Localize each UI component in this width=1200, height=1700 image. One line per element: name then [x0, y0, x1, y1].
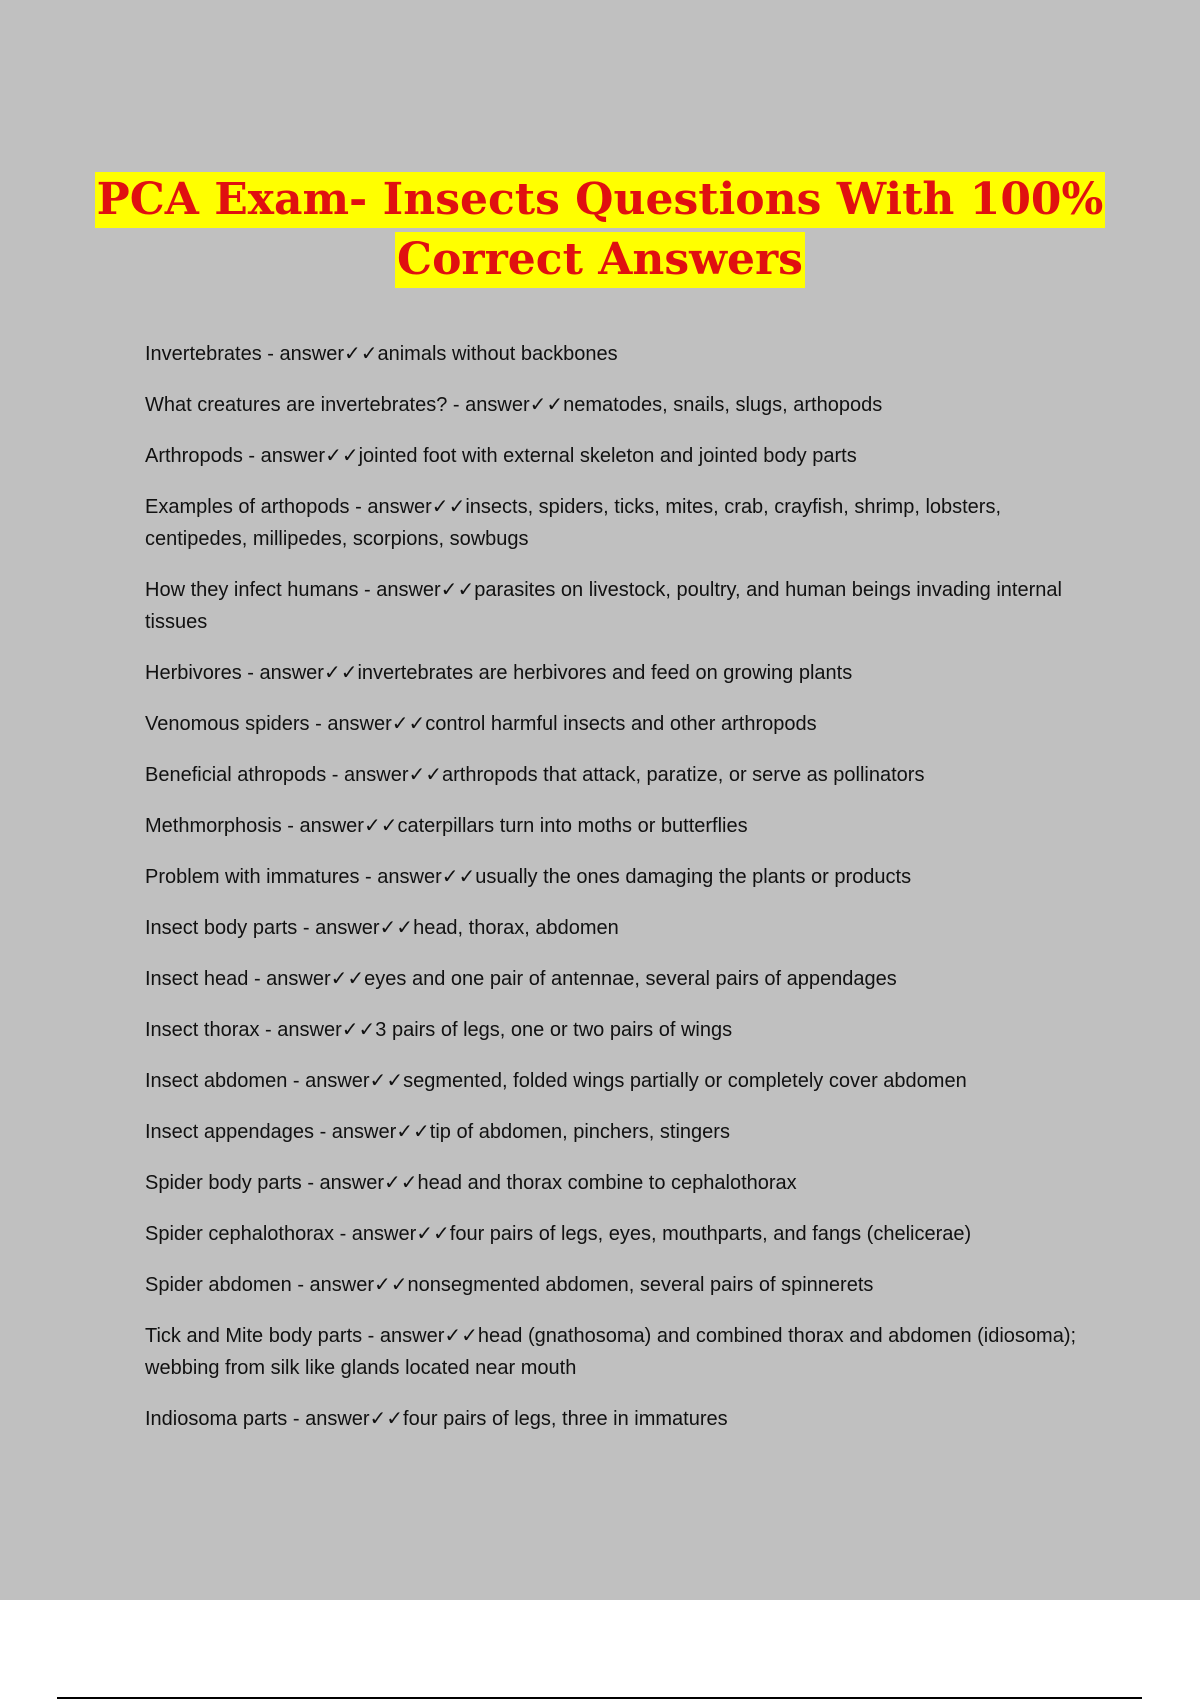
qa-item-17: Spider cephalothorax - answer✓✓four pairs of legs, eyes, mouthparts, and fangs (chelicerae): [145, 1223, 972, 1245]
qa-item-13: Insect thorax - answer✓✓3 pairs of legs, one or two pairs of wings: [145, 1019, 733, 1041]
qa-item-14: Insect abdomen - answer✓✓segmented, folded wings partially or completely cover abdomen: [145, 1070, 967, 1092]
qa-item-19: Tick and Mite body parts - answer✓✓head (gnathosoma) and combined thorax and abdomen (idiosoma); webbing from silk like glands located near mouth: [145, 1325, 1077, 1379]
qa-item-6: Herbivores - answer✓✓invertebrates are herbivores and feed on growing plants: [145, 662, 853, 684]
qa-item-10: Problem with immatures - answer✓✓usually the ones damaging the plants or products: [145, 866, 912, 888]
qa-item-3: Arthropods - answer✓✓jointed foot with external skeleton and jointed body parts: [145, 445, 857, 467]
document-title: [0, 170, 1200, 290]
title-line-2: Correct Answers: [395, 232, 805, 288]
qa-item-7: Venomous spiders - answer✓✓control harmful insects and other arthropods: [145, 713, 817, 735]
title-line-1: PCA Exam- Insects Questions With 100%: [95, 172, 1106, 228]
qa-item-15: Insect appendages - answer✓✓tip of abdomen, pinchers, stingers: [145, 1121, 730, 1143]
footer-divider: [57, 1697, 1142, 1699]
qa-list: [145, 338, 1095, 1454]
qa-item-5: How they infect humans - answer✓✓parasites on livestock, poultry, and human beings invading internal tissues: [145, 579, 1062, 633]
qa-item-9: Methmorphosis - answer✓✓caterpillars turn into moths or butterflies: [145, 815, 748, 837]
qa-item-4: Examples of arthopods - answer✓✓insects, spiders, ticks, mites, crab, crayfish, shrimp, lobsters, centipedes, millipedes, scorpions, sowbugs: [145, 496, 1002, 550]
qa-item-20: Indiosoma parts - answer✓✓four pairs of legs, three in immatures: [145, 1408, 728, 1430]
qa-item-18: Spider abdomen - answer✓✓nonsegmented abdomen, several pairs of spinnerets: [145, 1274, 874, 1296]
qa-item-12: Insect head - answer✓✓eyes and one pair of antennae, several pairs of appendages: [145, 968, 897, 990]
qa-item-16: Spider body parts - answer✓✓head and thorax combine to cephalothorax: [145, 1172, 797, 1194]
qa-item-8: Beneficial athropods - answer✓✓arthropods that attack, paratize, or serve as pollinators: [145, 764, 925, 786]
qa-item-11: Insect body parts - answer✓✓head, thorax, abdomen: [145, 917, 619, 939]
qa-item-2: What creatures are invertebrates? - answer✓✓nematodes, snails, slugs, arthopods: [145, 394, 883, 416]
qa-item-1: Invertebrates - answer✓✓animals without backbones: [145, 343, 618, 365]
